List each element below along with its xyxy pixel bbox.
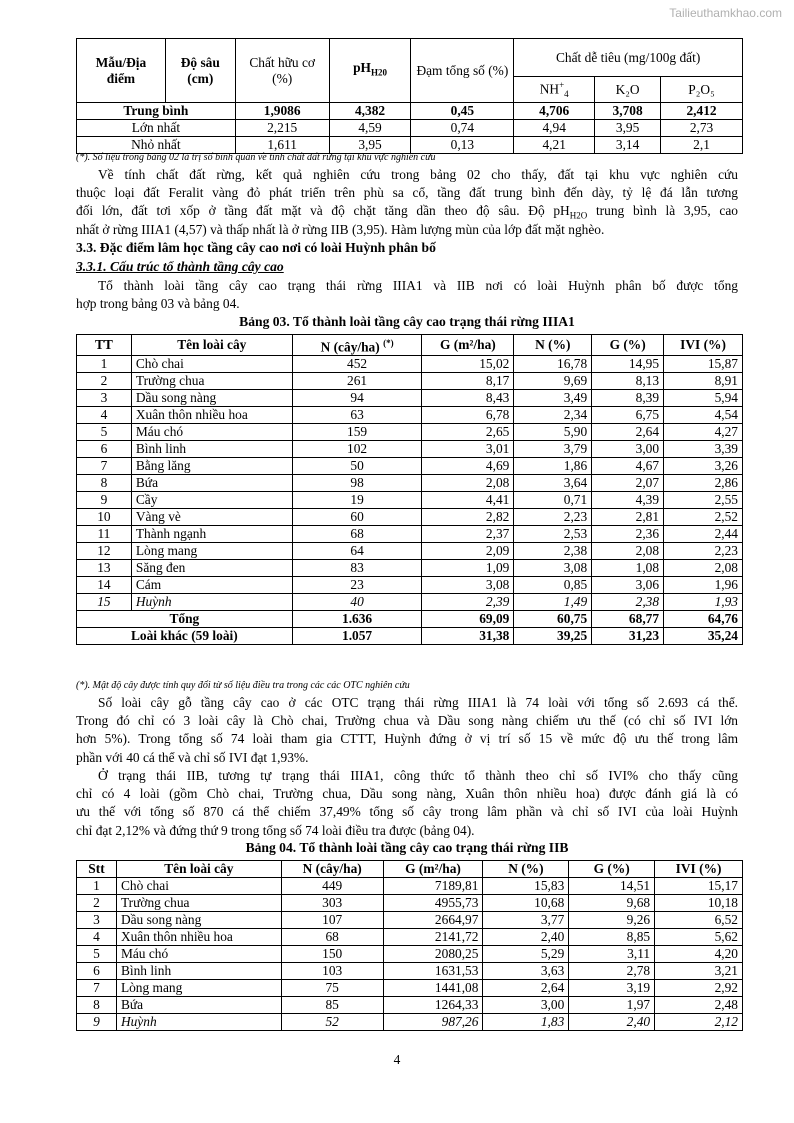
table-row (77, 492, 743, 509)
table-cell: 23 (292, 577, 422, 594)
table-cell: 3,64 (514, 475, 592, 492)
table-cell: 2,08 (664, 560, 743, 577)
header-depth (165, 39, 235, 103)
table-cell: 2,38 (514, 543, 592, 560)
table-cell: 50 (292, 458, 422, 475)
table-cell: 2,40 (569, 1014, 655, 1031)
table-row (77, 997, 743, 1014)
table-cell: Trường chua (131, 373, 292, 390)
table-cell: 14,95 (592, 356, 664, 373)
table-cell: 9 (77, 492, 132, 509)
table-cell: 2,09 (422, 543, 514, 560)
table-row (77, 577, 743, 594)
table-cell: 2,92 (655, 980, 743, 997)
table-cell: 2,82 (422, 509, 514, 526)
table-cell: 2,12 (655, 1014, 743, 1031)
table-cell: 63 (292, 407, 422, 424)
table-row (77, 594, 743, 611)
table-cell: 2,55 (664, 492, 743, 509)
header-nh4: $NH^+_4$ (514, 77, 595, 103)
table-cell: 15 (77, 594, 132, 611)
table-cell: 19 (292, 492, 422, 509)
header-available (514, 39, 743, 77)
table-cell: Lòng mang (131, 543, 292, 560)
table-cell: 98 (292, 475, 422, 492)
table-cell: 1441,08 (383, 980, 483, 997)
table-cell: 303 (281, 895, 383, 912)
table-cell: 8,39 (592, 390, 664, 407)
soil-properties-table (76, 38, 743, 154)
soil-paragraph: Về tính chất đất rừng, kết quả nghiên cứu trong bảng 02 cho thấy, đất tại khu vực nghiên cứu thuộc loại đất Feralit vàng đỏ phát triển trên phù sa cổ, tầng đất trung bình đến dày, tỷ lệ đá lẫn tương đối lớn, đất tơi xốp ở tầng đất mặt và độ chặt tăng dần theo độ sâu. Độ $pH_{H2O}$ trung bình là 3,95, cao nhất ở rừng IIIA1 (4,57) và thấp nhất là ở rừng IIB (3,95). Hàm lượng mùn của lớp đất mặt nghèo. (76, 167, 738, 237)
table-cell: 4955,73 (383, 895, 483, 912)
table-cell: 9 (77, 1014, 117, 1031)
table-row (77, 929, 743, 946)
table-cell: 3,00 (592, 441, 664, 458)
table-cell: Vàng vè (131, 509, 292, 526)
table-cell: 5,29 (483, 946, 569, 963)
table-cell: 3,06 (592, 577, 664, 594)
table-cell: 1,83 (483, 1014, 569, 1031)
table-cell: 4 (77, 929, 117, 946)
table-cell: 10,18 (655, 895, 743, 912)
table-cell: 10 (77, 509, 132, 526)
table-cell: Bằng lăng (131, 458, 292, 475)
table-cell: 2,44 (664, 526, 743, 543)
table-cell: 64 (292, 543, 422, 560)
table-cell: 7 (77, 980, 117, 997)
table-cell: 8,85 (569, 929, 655, 946)
table-row (77, 475, 743, 492)
table-row (77, 895, 743, 912)
table-cell: Săng đen (131, 560, 292, 577)
table-cell: 15,87 (664, 356, 743, 373)
table-cell: 150 (281, 946, 383, 963)
table-row (77, 980, 743, 997)
table-cell: 1 (77, 356, 132, 373)
header-site: Mẫu/Địa điểm (77, 39, 166, 103)
table-cell: 2,65 (422, 424, 514, 441)
table-cell: 68 (281, 929, 383, 946)
table-cell: 1,97 (569, 997, 655, 1014)
table-cell: 7 (77, 458, 132, 475)
table-row (77, 441, 743, 458)
table-cell: 85 (281, 997, 383, 1014)
table-cell: 103 (281, 963, 383, 980)
table-cell: 2141,72 (383, 929, 483, 946)
table-cell: 2,86 (664, 475, 743, 492)
table-row (77, 946, 743, 963)
table-row (77, 963, 743, 980)
table-cell: 6,52 (655, 912, 743, 929)
table-cell: 3,19 (569, 980, 655, 997)
table-cell: 3,08 (422, 577, 514, 594)
table-cell: 6 (77, 441, 132, 458)
table-row (77, 458, 743, 475)
header-available-text: Chất dễ tiêu (mg/100g đất) (555, 49, 701, 65)
intro-paragraph: Tổ thành loài tầng cây cao trạng thái rừng IIIA1 và IIB nơi có loài Huỳnh phân bố được tổng hợp trong bảng 03 và bảng 04. (76, 278, 738, 312)
table-cell: 3,79 (514, 441, 592, 458)
table-cell: 5,62 (655, 929, 743, 946)
table-cell: Thành ngạnh (131, 526, 292, 543)
table-cell: Huỳnh (131, 594, 292, 611)
table-row: Trung bình 1,9086 4,382 0,45 4,706 3,708 2,412 (77, 103, 743, 120)
table-row (77, 543, 743, 560)
table-cell: 2,40 (483, 929, 569, 946)
table-cell: 1 (77, 878, 117, 895)
table-cell: Bình linh (131, 441, 292, 458)
table-cell: Bình linh (116, 963, 281, 980)
table-cell: 2,23 (664, 543, 743, 560)
table-cell: 3,77 (483, 912, 569, 929)
table-cell: 1,86 (514, 458, 592, 475)
iib-paragraph: Ở trạng thái IIB, tương tự trạng thái IIIA1, công thức tổ thành theo chỉ số IVI% cho thấy cũng chỉ có 4 loài (gồm Chò chai, Trường chua, Dầu song nàng, Xuân thôn nhiều hoa) được đánh giá là có ưu thế với tổng số 870 cá thể chiếm 37,49% tổng số cây trong lâm phần và chỉ số IVI của loài Huỳnh chỉ đạt 2,12% và đứng thứ 9 trong tổng số 74 loài điều tra được (bảng 04). (76, 768, 738, 838)
table-cell: 2,08 (592, 543, 664, 560)
table-cell: 75 (281, 980, 383, 997)
table-cell: 5 (77, 946, 117, 963)
table-cell: 3 (77, 390, 132, 407)
table-cell: 2,64 (592, 424, 664, 441)
table-cell: 449 (281, 878, 383, 895)
table-cell: 2,48 (655, 997, 743, 1014)
page-number: 4 (393, 1052, 401, 1067)
table-cell: 1,08 (592, 560, 664, 577)
table-cell: 4,41 (422, 492, 514, 509)
table-cell: 1,96 (664, 577, 743, 594)
table-cell: 3,11 (569, 946, 655, 963)
table-cell: 2,81 (592, 509, 664, 526)
table-cell: 261 (292, 373, 422, 390)
table-cell: 3 (77, 912, 117, 929)
table-cell: 40 (292, 594, 422, 611)
table-cell: Chò chai (131, 356, 292, 373)
table3-others-row: Loài khác (59 loài) 1.057 31,38 39,25 31,23 35,24 (77, 628, 743, 645)
table-row: Nhỏ nhất 1,611 3,95 0,13 4,21 3,14 2,1 (77, 137, 743, 154)
table-cell: 14 (77, 577, 132, 594)
table-cell: 15,17 (655, 878, 743, 895)
table-cell: Dầu song nàng (131, 390, 292, 407)
table-cell: 2,38 (592, 594, 664, 611)
table-cell: 6,78 (422, 407, 514, 424)
header-nitrogen (411, 39, 514, 103)
table-cell: 4,27 (664, 424, 743, 441)
table3-total-row: Tổng 1.636 69,09 60,75 68,77 64,76 (77, 611, 743, 628)
table3-header: TT Tên loài cây N (cây/ha) (*) G (m²/ha) N (%) G (%) IVI (%) (77, 335, 743, 356)
table-cell: 12 (77, 543, 132, 560)
table-cell: 2,07 (592, 475, 664, 492)
header-k2o: K₂O (595, 77, 661, 103)
table-cell: 15,83 (483, 878, 569, 895)
table-cell: 3,49 (514, 390, 592, 407)
header-p2o5: P₂O₅ (661, 77, 743, 103)
table-cell: 2,34 (514, 407, 592, 424)
table-cell: 2,36 (592, 526, 664, 543)
table4-header: Stt Tên loài cây N (cây/ha) G (m²/ha) N (%) G (%) IVI (%) (77, 861, 743, 878)
table-row (77, 878, 743, 895)
header-ph: $pH_{H20}$ (329, 39, 411, 103)
table-row: Lớn nhất 2,215 4,59 0,74 4,94 3,95 2,73 (77, 120, 743, 137)
table-cell: 3,01 (422, 441, 514, 458)
table-cell: 2,64 (483, 980, 569, 997)
table-cell: 94 (292, 390, 422, 407)
table-row (77, 560, 743, 577)
table-cell: 0,71 (514, 492, 592, 509)
table-cell: 2080,25 (383, 946, 483, 963)
table-cell: 159 (292, 424, 422, 441)
table4-caption: Bảng 04. Tổ thành loài tầng cây cao trạng thái rừng IIB (245, 840, 569, 855)
table-row (77, 1014, 743, 1031)
table-cell: Máu chó (131, 424, 292, 441)
table-cell: 5,90 (514, 424, 592, 441)
table-cell: 14,51 (569, 878, 655, 895)
table-cell: 5 (77, 424, 132, 441)
table-cell: 8 (77, 475, 132, 492)
table-row (77, 356, 743, 373)
table-cell: 13 (77, 560, 132, 577)
table-cell: Cầy (131, 492, 292, 509)
table-cell: 987,26 (383, 1014, 483, 1031)
table-row (77, 390, 743, 407)
table-cell: 9,69 (514, 373, 592, 390)
table-row (77, 373, 743, 390)
table-cell: 3,00 (483, 997, 569, 1014)
table-cell: 10,68 (483, 895, 569, 912)
section-heading: 3.3. Đặc điểm lâm học tầng cây cao nơi có loài Huỳnh phân bố (76, 240, 436, 255)
table-cell: Xuân thôn nhiều hoa (131, 407, 292, 424)
table-cell: 8,17 (422, 373, 514, 390)
table-cell: 2,78 (569, 963, 655, 980)
table-row (77, 407, 743, 424)
table-cell: 4 (77, 407, 132, 424)
table-cell: 4,67 (592, 458, 664, 475)
table-cell: 83 (292, 560, 422, 577)
table-cell: 16,78 (514, 356, 592, 373)
table-cell: 2664,97 (383, 912, 483, 929)
table-row (77, 526, 743, 543)
table3-paragraph: Số loài cây gỗ tầng cây cao ở các OTC trạng thái rừng IIIA1 là 74 loài với tổng số 2.693 cá thể. Trong đó chỉ có 3 loài cây là Chò chai, Trường chua và Dầu song nàng chiếm ưu thế (có chỉ số IVI lớn hơn 5%). Trong tổng số 74 loài tham gia CTTT, Huỳnh đứng ở vị trí số 15 về mức độ ưu thế trong lâm phần với 40 cá thể và chỉ số IVI đạt 1,93%. (76, 695, 738, 765)
table-cell: Máu chó (116, 946, 281, 963)
table-cell: 2 (77, 895, 117, 912)
table-cell: 3,26 (664, 458, 743, 475)
table-cell: Huỳnh (116, 1014, 281, 1031)
table-cell: 1631,53 (383, 963, 483, 980)
table-cell: 2,23 (514, 509, 592, 526)
table-cell: 7189,81 (383, 878, 483, 895)
table-cell: Trường chua (116, 895, 281, 912)
table-cell: 1,09 (422, 560, 514, 577)
table-cell: 102 (292, 441, 422, 458)
table-cell: Bứa (131, 475, 292, 492)
table-cell: 2,39 (422, 594, 514, 611)
table-cell: 3,39 (664, 441, 743, 458)
table-cell: Bứa (116, 997, 281, 1014)
table-cell: 3,21 (655, 963, 743, 980)
table-row (77, 912, 743, 929)
table-row (77, 424, 743, 441)
table-cell: 1,49 (514, 594, 592, 611)
soil-table-note: (*). Số liệu trong bảng 02 là trị số bình quân về tính chất đất rừng tại khu vực nghiên cứu (76, 152, 436, 163)
table-cell: 8 (77, 997, 117, 1014)
table-cell: Cám (131, 577, 292, 594)
table-cell: Chò chai (116, 878, 281, 895)
table3-note: (*). Mật độ cây được tính quy đổi từ số liệu điều tra trong các các OTC nghiên cứu (76, 680, 410, 691)
table-cell: 1,93 (664, 594, 743, 611)
table3-caption: Bảng 03. Tổ thành loài tầng cây cao trạng thái rừng IIIA1 (239, 314, 575, 329)
table-cell: 2,52 (664, 509, 743, 526)
header-organic (235, 39, 329, 103)
table-cell: 2 (77, 373, 132, 390)
header-organic-text: Chất hữu cơ (%) (249, 54, 315, 86)
table-cell: 4,69 (422, 458, 514, 475)
header-nitrogen-text: Đạm tổng số (%) (416, 62, 509, 78)
header-depth-text: Độ sâu (cm) (180, 54, 220, 86)
table-cell: 60 (292, 509, 422, 526)
table-cell: 4,20 (655, 946, 743, 963)
table-cell: 11 (77, 526, 132, 543)
table-cell: 3,63 (483, 963, 569, 980)
table3 (76, 334, 743, 645)
table-cell: 15,02 (422, 356, 514, 373)
table-cell: 3,08 (514, 560, 592, 577)
table-cell: 452 (292, 356, 422, 373)
table-cell: 52 (281, 1014, 383, 1031)
table-cell: Xuân thôn nhiều hoa (116, 929, 281, 946)
table-cell: 2,37 (422, 526, 514, 543)
table-cell: 2,53 (514, 526, 592, 543)
table-cell: 6,75 (592, 407, 664, 424)
table-cell: 4,54 (664, 407, 743, 424)
table-cell: 5,94 (664, 390, 743, 407)
table-cell: 9,26 (569, 912, 655, 929)
subsection-heading: 3.3.1. Cấu trúc tổ thành tầng cây cao (76, 259, 284, 274)
table-cell: 68 (292, 526, 422, 543)
table-cell: 6 (77, 963, 117, 980)
table-cell: 9,68 (569, 895, 655, 912)
table-cell: Lòng mang (116, 980, 281, 997)
table-cell: 2,08 (422, 475, 514, 492)
table-cell: 0,85 (514, 577, 592, 594)
table-cell: Dầu song nàng (116, 912, 281, 929)
table-cell: 8,43 (422, 390, 514, 407)
table-cell: 8,13 (592, 373, 664, 390)
table-cell: 1264,33 (383, 997, 483, 1014)
table-cell: 4,39 (592, 492, 664, 509)
table-cell: 8,91 (664, 373, 743, 390)
watermark: Tailieuthamkhao.com (669, 6, 782, 20)
table4 (76, 860, 743, 1031)
table-cell: 107 (281, 912, 383, 929)
table-row (77, 509, 743, 526)
